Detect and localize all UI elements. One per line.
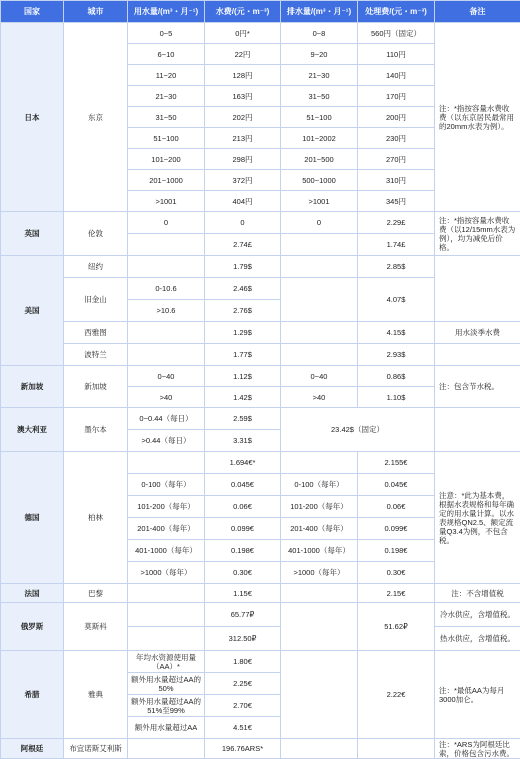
drain-cell: >40 xyxy=(281,387,358,408)
drain-cell: 101~2002 xyxy=(281,128,358,149)
country-france: 法国 xyxy=(1,584,64,603)
city-tokyo: 东京 xyxy=(64,23,128,212)
fee-cell: 312.50₽ xyxy=(205,627,281,651)
fee-cell: 1.694€* xyxy=(205,452,281,474)
fee-cell: 163円 xyxy=(205,86,281,107)
drain-cell xyxy=(281,256,358,278)
fee-cell: 2.59$ xyxy=(205,408,281,430)
drain-cell xyxy=(281,234,358,256)
note-france: 注：不含增值税 xyxy=(435,584,520,603)
table-row xyxy=(1,452,520,474)
country-japan: 日本 xyxy=(1,23,64,212)
usage-cell xyxy=(128,584,205,603)
fee-cell: 1.80€ xyxy=(205,651,281,673)
drain-cell: 0~8 xyxy=(281,23,358,44)
treat-cell: 0.198€ xyxy=(358,540,435,562)
treat-cell: 2.93$ xyxy=(358,344,435,366)
table-row xyxy=(1,256,520,278)
usage-cell xyxy=(128,603,205,627)
city-buenosaires: 布宜诺斯艾利斯 xyxy=(64,739,128,759)
note-russia-hot: 热水供应，含增值税。 xyxy=(435,627,520,651)
treat-cell: 0.30€ xyxy=(358,562,435,584)
header-country: 国家 xyxy=(1,1,64,23)
usage-cell: 11~20 xyxy=(128,65,205,86)
usage-cell: >10.6 xyxy=(128,300,205,322)
fee-cell: 0.06€ xyxy=(205,496,281,518)
drain-cell xyxy=(281,603,358,651)
city-newyork: 纽约 xyxy=(64,256,128,278)
usage-cell: 31~50 xyxy=(128,107,205,128)
treat-cell: 560円（固定） xyxy=(358,23,435,44)
usage-cell xyxy=(128,344,205,366)
fee-cell: 22円 xyxy=(205,44,281,65)
drain-cell xyxy=(281,651,358,739)
treat-cell: 230円 xyxy=(358,128,435,149)
table-row xyxy=(1,366,520,387)
treat-cell: 51.62₽ xyxy=(358,603,435,651)
usage-cell: >0.44（每日） xyxy=(128,430,205,452)
fee-cell: 196.76ARS* xyxy=(205,739,281,759)
usage-cell: 401-1000（每年） xyxy=(128,540,205,562)
usage-cell: 额外用水量超过AA xyxy=(128,717,205,739)
usage-cell: 年均水资源使用量（AA）* xyxy=(128,651,205,673)
usage-cell: 201~1000 xyxy=(128,170,205,191)
treat-cell: 1.10$ xyxy=(358,387,435,408)
fee-cell: 1.42$ xyxy=(205,387,281,408)
treat-cell: 1.74£ xyxy=(358,234,435,256)
city-berlin: 柏林 xyxy=(64,452,128,584)
city-sanfrancisco: 旧金山 xyxy=(64,278,128,322)
treat-cell: 170円 xyxy=(358,86,435,107)
drain-cell: 51~100 xyxy=(281,107,358,128)
drain-cell: >1000（每年） xyxy=(281,562,358,584)
city-moscow: 莫斯科 xyxy=(64,603,128,651)
note-cell xyxy=(435,408,520,452)
fee-cell: 0 xyxy=(205,212,281,234)
treat-cell: 140円 xyxy=(358,65,435,86)
treat-cell: 0.86$ xyxy=(358,366,435,387)
usage-cell: 0~40 xyxy=(128,366,205,387)
fee-cell: 65.77₽ xyxy=(205,603,281,627)
fee-cell: 1.29$ xyxy=(205,322,281,344)
city-athens: 雅典 xyxy=(64,651,128,739)
note-cell xyxy=(435,256,520,322)
treat-cell: 2.15€ xyxy=(358,584,435,603)
usage-cell: 51~100 xyxy=(128,128,205,149)
drain-cell: 9~20 xyxy=(281,44,358,65)
treat-cell: 4.07$ xyxy=(358,278,435,322)
treat-cell: 200円 xyxy=(358,107,435,128)
treat-cell: 2.29£ xyxy=(358,212,435,234)
fee-cell: 3.31$ xyxy=(205,430,281,452)
fee-cell: 372円 xyxy=(205,170,281,191)
table-row xyxy=(1,603,520,627)
fee-cell: 404円 xyxy=(205,191,281,212)
city-melbourne: 墨尔本 xyxy=(64,408,128,452)
drain-cell xyxy=(281,584,358,603)
country-australia: 澳大利亚 xyxy=(1,408,64,452)
treat-cell: 0.099€ xyxy=(358,518,435,540)
treat-cell: 2.155€ xyxy=(358,452,435,474)
country-germany: 德国 xyxy=(1,452,64,584)
drain-cell xyxy=(281,739,358,759)
table-row xyxy=(1,23,520,44)
treat-cell: 0.06€ xyxy=(358,496,435,518)
fee-cell: 1.15€ xyxy=(205,584,281,603)
drain-cell: 500~1000 xyxy=(281,170,358,191)
fee-cell: 1.79$ xyxy=(205,256,281,278)
drain-cell: 201-400（每年） xyxy=(281,518,358,540)
treat-cell: 270円 xyxy=(358,149,435,170)
city-paris: 巴黎 xyxy=(64,584,128,603)
country-usa: 美国 xyxy=(1,256,64,366)
usage-cell xyxy=(128,234,205,256)
usage-cell: 0~0.44（每日） xyxy=(128,408,205,430)
fee-cell: 2.70€ xyxy=(205,695,281,717)
table-row xyxy=(1,408,520,430)
drain-cell: 31~50 xyxy=(281,86,358,107)
usage-cell: 101~200 xyxy=(128,149,205,170)
city-london: 伦敦 xyxy=(64,212,128,256)
fee-cell: 298円 xyxy=(205,149,281,170)
fee-cell: 1.12$ xyxy=(205,366,281,387)
note-greece: 注：*最低AA为每月3000加仑。 xyxy=(435,651,520,739)
treat-cell xyxy=(358,739,435,759)
note-argentina: 注：*ARS为阿根廷比索，价格包含污水费。 xyxy=(435,739,520,759)
usage-cell: >40 xyxy=(128,387,205,408)
usage-cell: 额外用水量超过AA的50% xyxy=(128,673,205,695)
treat-cell: 23.42$（固定） xyxy=(281,408,435,452)
fee-cell: 2.74£ xyxy=(205,234,281,256)
usage-cell xyxy=(128,452,205,474)
drain-cell: 201~500 xyxy=(281,149,358,170)
drain-cell xyxy=(281,344,358,366)
fee-cell: 0円* xyxy=(205,23,281,44)
treat-cell: 4.15$ xyxy=(358,322,435,344)
table-row xyxy=(1,651,520,673)
drain-cell: 401-1000（每年） xyxy=(281,540,358,562)
header-note: 备注 xyxy=(435,1,520,23)
usage-cell: >1001 xyxy=(128,191,205,212)
usage-cell: 201-400（每年） xyxy=(128,518,205,540)
city-singapore: 新加坡 xyxy=(64,366,128,408)
fee-cell: 0.099€ xyxy=(205,518,281,540)
note-seattle: 用水淡季水费 xyxy=(435,322,520,344)
usage-cell xyxy=(128,739,205,759)
fee-cell: 1.77$ xyxy=(205,344,281,366)
fee-cell: 0.045€ xyxy=(205,474,281,496)
treat-cell: 2.85$ xyxy=(358,256,435,278)
city-portland: 波特兰 xyxy=(64,344,128,366)
table-row xyxy=(1,344,520,366)
drain-cell: >1001 xyxy=(281,191,358,212)
usage-cell xyxy=(128,627,205,651)
usage-cell: 0-10.6 xyxy=(128,278,205,300)
header-drainage: 排水量/(m³・月⁻¹) xyxy=(281,1,358,23)
usage-cell: 0 xyxy=(128,212,205,234)
country-uk: 英国 xyxy=(1,212,64,256)
fee-cell: 0.30€ xyxy=(205,562,281,584)
table-row xyxy=(1,584,520,603)
header-usage: 用水量/(m³・月⁻¹) xyxy=(128,1,205,23)
note-germany: 注意：*此为基本费，根据水表规格和每年确定的用水量计算。以水表规格QN2.5、额定流量Q3.4为例，不包含税。 xyxy=(435,452,520,584)
usage-cell: 6~10 xyxy=(128,44,205,65)
fee-cell: 0.198€ xyxy=(205,540,281,562)
fee-cell: 2.25€ xyxy=(205,673,281,695)
header-row xyxy=(1,1,520,23)
usage-cell: 101-200（每年） xyxy=(128,496,205,518)
drain-cell xyxy=(281,322,358,344)
city-seattle: 西雅图 xyxy=(64,322,128,344)
fee-cell: 213円 xyxy=(205,128,281,149)
fee-cell: 4.51€ xyxy=(205,717,281,739)
treat-cell: 0.045€ xyxy=(358,474,435,496)
usage-cell: 0-100（每年） xyxy=(128,474,205,496)
treat-cell: 345円 xyxy=(358,191,435,212)
note-singapore: 注：包含节水税。 xyxy=(435,366,520,408)
drain-cell: 0 xyxy=(281,212,358,234)
fee-cell: 128円 xyxy=(205,65,281,86)
drain-cell: 0~40 xyxy=(281,366,358,387)
note-japan: 注：*指按容量水费收费（以东京居民最常用的20mm水表为例）。 xyxy=(435,23,520,212)
fee-cell: 2.76$ xyxy=(205,300,281,322)
drain-cell: 21~30 xyxy=(281,65,358,86)
fee-cell: 202円 xyxy=(205,107,281,128)
country-singapore: 新加坡 xyxy=(1,366,64,408)
note-russia-cold: 冷水供应，含增值税。 xyxy=(435,603,520,627)
header-city: 城市 xyxy=(64,1,128,23)
treat-cell: 310円 xyxy=(358,170,435,191)
note-uk: 注：*指按容量水费收费（以12/15mm水表为例），均为减免后价格。 xyxy=(435,212,520,256)
table-row xyxy=(1,739,520,759)
drain-cell: 0-100（每年） xyxy=(281,474,358,496)
table-row xyxy=(1,322,520,344)
table-row xyxy=(1,212,520,234)
treat-cell: 110円 xyxy=(358,44,435,65)
usage-cell xyxy=(128,322,205,344)
fee-cell: 2.46$ xyxy=(205,278,281,300)
note-cell xyxy=(435,344,520,366)
header-water-fee: 水费/(元・m⁻³) xyxy=(205,1,281,23)
country-russia: 俄罗斯 xyxy=(1,603,64,651)
header-treatment-fee: 处理费/(元・m⁻³) xyxy=(358,1,435,23)
usage-cell xyxy=(128,256,205,278)
country-argentina: 阿根廷 xyxy=(1,739,64,759)
drain-cell: 101-200（每年） xyxy=(281,496,358,518)
usage-cell: >1000（每年） xyxy=(128,562,205,584)
usage-cell: 0~5 xyxy=(128,23,205,44)
usage-cell: 21~30 xyxy=(128,86,205,107)
drain-cell xyxy=(281,452,358,474)
usage-cell: 额外用水量超过AA的51%至99% xyxy=(128,695,205,717)
country-greece: 希腊 xyxy=(1,651,64,739)
drain-cell xyxy=(281,278,358,322)
treat-cell: 2.22€ xyxy=(358,651,435,739)
